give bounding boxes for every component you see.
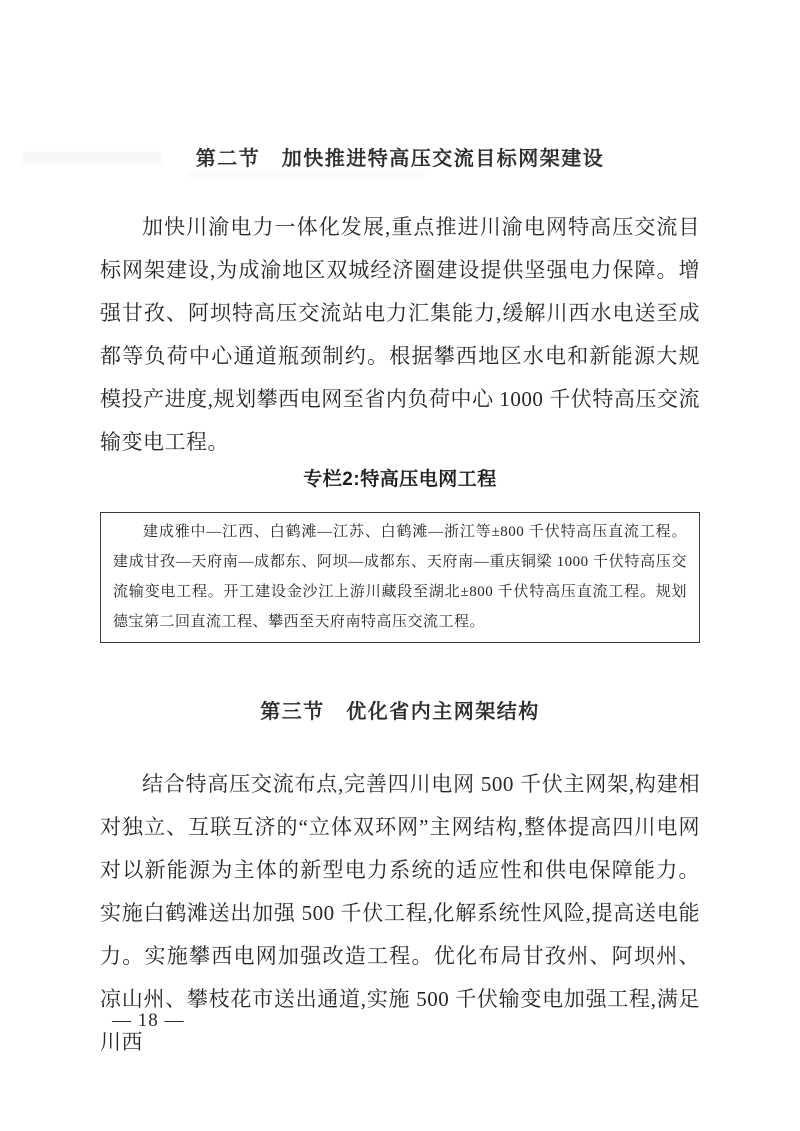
page-number: — 18 — [112, 1010, 185, 1031]
body-paragraph-2: 结合特高压交流布点,完善四川电网 500 千伏主网架,构建相对独立、互联互济的“立体双环网”主网结构,整体提高四川电网对以新能源为主体的新型电力系统的适应性和供电保障能力。实施白鹤滩送出加强 500 千伏工程,化解系统性风险,提高送电能力。实施攀西电网加强改造工程。优化布局甘孜州、阿坝州、凉山州、攀枝花市送出通道,实施 500 千伏输变电加强工程,满足川西 [100, 772, 700, 1054]
section-heading-3: 第三节 优化省内主网架结构 [260, 701, 540, 723]
column-box [100, 512, 700, 643]
column-box-title: 专栏2:特高压电网工程 [303, 469, 497, 490]
column-box-body: 建成雅中—江西、白鹤滩—江苏、白鹤滩—浙江等±800 千伏特高压直流工程。建成甘孜—天府南—成都东、阿坝—成都东、天府南—重庆铜梁 1000 千伏特高压交流输变电工程。开工建设金沙江上游川藏段至湖北±800 千伏特高压直流工程。规划德宝第二回直流工程、攀西至天府南特高压交流工程。 [113, 524, 687, 630]
section-heading-2: 第二节 加快推进特高压交流目标网架建设 [195, 148, 605, 170]
body-paragraph-1: 加快川渝电力一体化发展,重点推进川渝电网特高压交流目标网架建设,为成渝地区双城经济圈建设提供坚强电力保障。增强甘孜、阿坝特高压交流站电力汇集能力,缓解川西水电送至成都等负荷中心通道瓶颈制约。根据攀西地区水电和新能源大规模投产进度,规划攀西电网至省内负荷中心 1000 千伏特高压交流输变电工程。 [100, 215, 700, 454]
scan-artifact [186, 172, 426, 177]
